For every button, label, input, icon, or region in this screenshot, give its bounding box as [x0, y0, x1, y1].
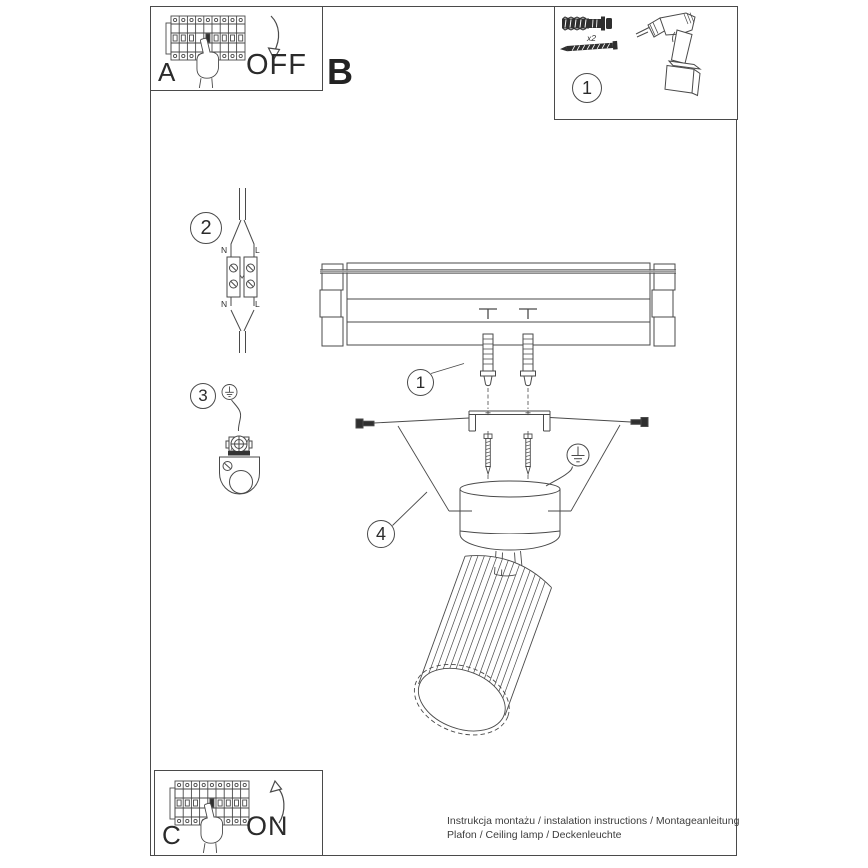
exploded-view-lines	[398, 425, 620, 511]
annotation-1-leader	[431, 364, 464, 374]
step-c-panel	[154, 770, 323, 856]
ceiling-section-icon	[320, 263, 676, 346]
ground-symbol-icon	[567, 444, 589, 466]
wall-plug-icon	[562, 17, 612, 31]
neutral-label-top: N	[221, 245, 228, 255]
step-a-panel	[150, 6, 323, 91]
lamp-shade-icon	[404, 545, 558, 748]
canopy-icon	[460, 481, 560, 550]
document-title-block	[447, 815, 747, 842]
side-bolt-icon	[356, 418, 648, 429]
mounting-screw-icon	[484, 434, 532, 474]
ground-wire	[232, 400, 241, 431]
power-cable-icon	[231, 297, 254, 353]
step-a-label: A	[158, 57, 176, 87]
earthing-diagram	[213, 380, 265, 502]
ground-clamp-icon	[220, 436, 260, 494]
screw-top-marks	[479, 309, 537, 319]
pressing-hand-icon	[197, 38, 219, 88]
title-line-1: Instrukcja montażu / instalation instructions / Montageanleitung	[447, 815, 740, 827]
power-cable-icon	[231, 188, 254, 257]
quantity-label: x2	[587, 33, 596, 43]
annotation-4-circle: 4	[367, 520, 395, 548]
step-b-label: B	[327, 51, 353, 92]
step-3-circle: 3	[190, 383, 216, 409]
title-line-2: Plafon / Ceiling lamp / Deckenleuchte	[447, 828, 622, 841]
annotation-1-circle: 1	[407, 369, 434, 396]
wiring-diagram	[215, 185, 265, 357]
kit-box	[554, 6, 738, 120]
kit-number-circle: 1	[572, 73, 602, 103]
line-label-top: L	[255, 245, 260, 255]
line-label-bottom: L	[255, 299, 260, 309]
pressing-hand-icon	[201, 803, 223, 853]
power-on-label: ON	[246, 811, 289, 841]
neutral-label-bottom: N	[221, 299, 228, 309]
wall-plug-icon	[481, 334, 536, 386]
step-2-circle: 2	[190, 212, 222, 244]
terminal-block-icon	[227, 257, 257, 297]
power-off-label: OFF	[246, 49, 307, 81]
alignment-dashes	[488, 388, 528, 481]
drill-icon	[636, 13, 700, 96]
annotation-4-leader	[393, 492, 428, 526]
ground-wire	[546, 467, 573, 487]
mounting-bracket-icon	[469, 411, 550, 432]
step-c-label: C	[162, 820, 181, 850]
assembly-drawing	[280, 240, 700, 750]
circuit-breaker-on-illustration	[163, 777, 313, 853]
ground-symbol-icon	[222, 385, 237, 400]
